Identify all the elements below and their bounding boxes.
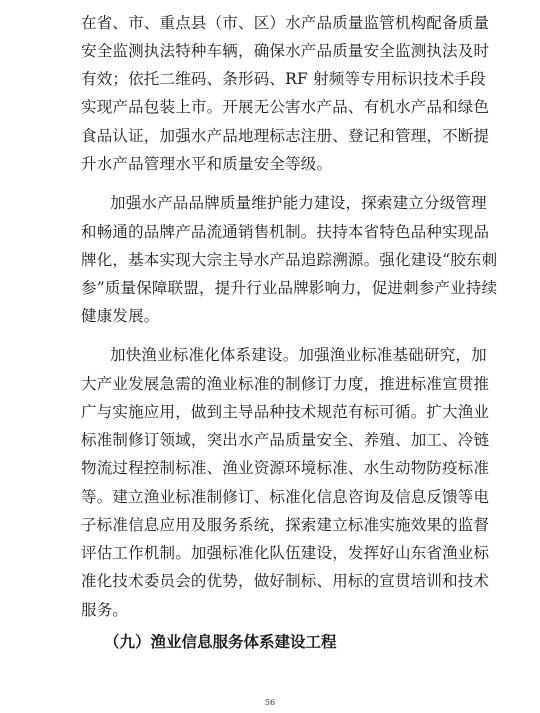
body-text-line: 等。建立渔业标准制修订、标准化信息咨询及信息反馈等电 [81, 488, 490, 506]
body-text-line: 子标准信息应用及服务系统，探索建立标准实施效果的监督 [81, 516, 490, 534]
body-text-line: 在省、市、重点县（市、区）水产品质量监管机构配备质量 [81, 14, 490, 32]
body-text-line: 食品认证，加强水产品地理标志注册、登记和管理，不断提 [81, 127, 490, 145]
body-text-line: 准化技术委员会的优势，做好制标、用标的宣贯培训和技术 [81, 572, 490, 590]
body-text-line: 评估工作机制。加强标准化队伍建设，发挥好山东省渔业标 [81, 544, 490, 562]
body-text-line: 升水产品管理水平和质量安全等级。 [81, 155, 333, 173]
body-text-line: 实现产品包装上市。开展无公害水产品、有机水产品和绿色 [81, 98, 490, 116]
paragraph-first-line: 加快渔业标准化体系建设。加强渔业标准基础研究，加 [110, 346, 487, 364]
body-text-line: 服务。 [81, 601, 129, 619]
body-text-line: 和畅通的品牌产品流通销售机制。扶持本省特色品种实现品 [81, 223, 490, 241]
body-text-line: 广与实施应用，做到主导品种技术规范有标可循。扩大渔业 [81, 403, 490, 421]
body-text-line: 牌化，基本实现大宗主导水产品追踪溯源。强化建设“胶东刺 [81, 251, 498, 269]
body-text-line: 健康发展。 [81, 307, 160, 325]
body-text-line: 参”质量保障联盟，提升行业品牌影响力，促进刺参产业持续 [81, 279, 498, 297]
body-text-line: 标准制修订领域，突出水产品质量安全、养殖、加工、冷链 [81, 431, 490, 449]
body-text-line: 有效；依托二维码、条形码、RF 射频等专用标识技术手段 [81, 70, 486, 88]
body-text-line: 安全监测执法特种车辆，确保水产品质量安全监测执法及时 [81, 42, 490, 60]
paragraph-first-line: 加强水产品品牌质量维护能力建设，探索建立分级管理 [110, 194, 487, 212]
body-text-line: 大产业发展急需的渔业标准的制修订力度，推进标准宣贯推 [81, 375, 490, 393]
page-number: 56 [264, 698, 276, 707]
body-text-line: 物流过程控制标准、渔业资源环境标准、水生动物防疫标准 [81, 459, 490, 477]
section-heading: （九）渔业信息服务体系建设工程 [104, 632, 337, 651]
